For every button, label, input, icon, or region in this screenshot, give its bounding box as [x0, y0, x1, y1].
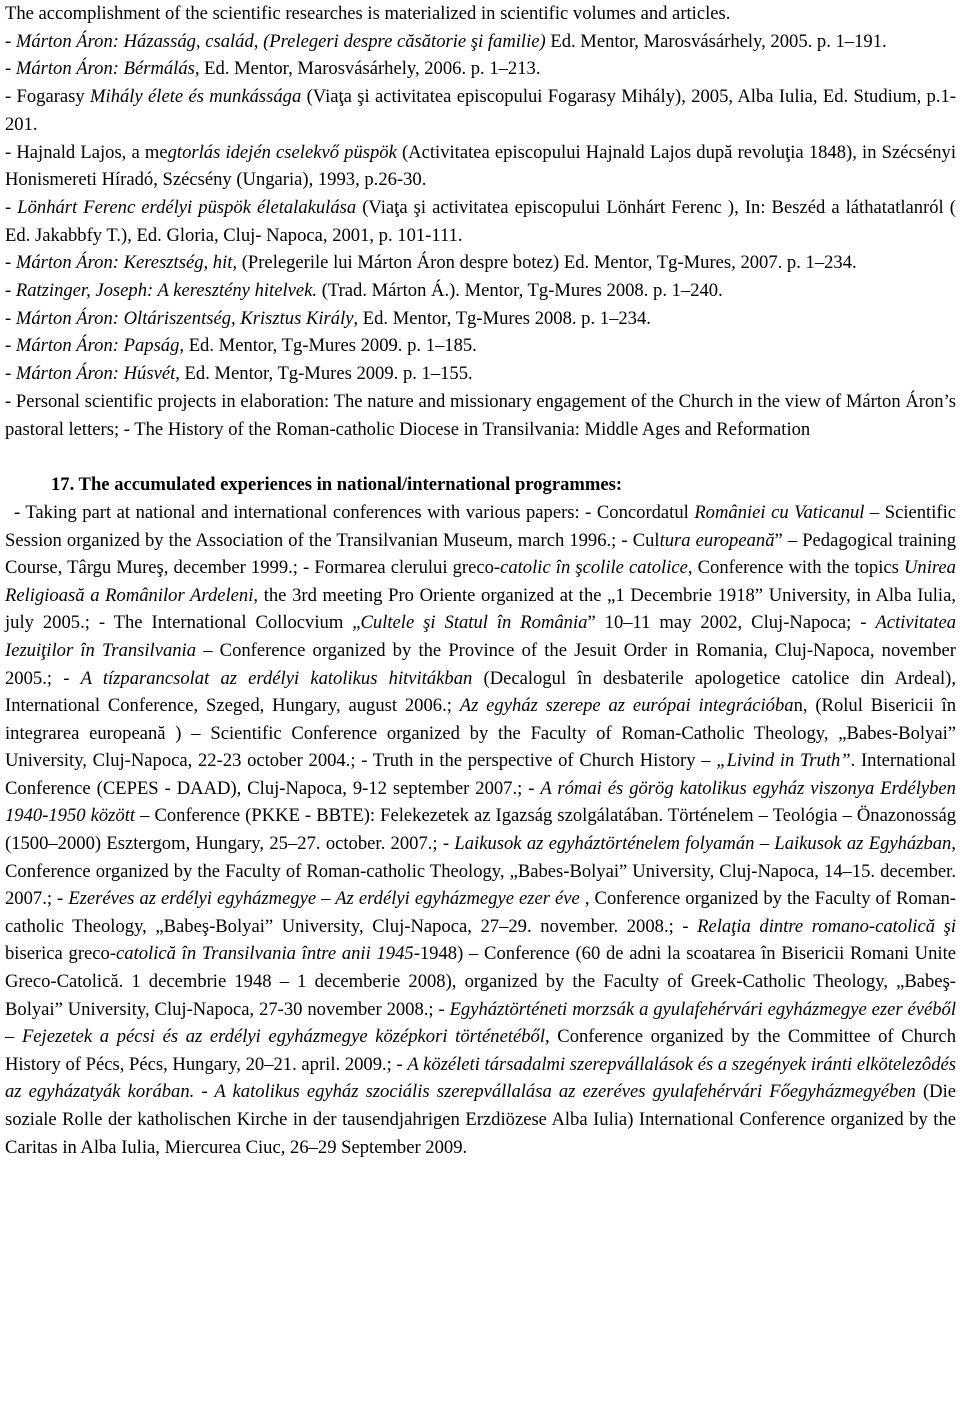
body-text: ” 10–11 may 2002, Cluj-Napoca; - [587, 612, 876, 634]
publication-details: Ed. Mentor, Marosvásárhely, 2005. p. 1–191. [545, 30, 887, 52]
publication-item [5, 332, 956, 360]
publication-title: Mihály élete és munkássága [90, 86, 302, 108]
publication-prefix: - [5, 307, 16, 329]
publication-item [5, 277, 956, 305]
intro-paragraph: The accomplishment of the scientific researches is materialized in scientific volumes and articles. [5, 3, 731, 24]
body-text: . International Conference (CEPES - DAAD), Cluj-Napoca, 9-12 september 2007.; - [5, 750, 956, 799]
italic-title: Cultele şi Statul în România [360, 612, 588, 634]
body-text: , Conference with the topics [687, 557, 904, 579]
italic-title: A római és görög katolikus egyház viszonya Erdélyben 1940-1950 között [5, 777, 956, 827]
body-text: – Conference (PKKE - BBTE): Felekezetek az Igazság szolgálatában. Történelem – Teológia – Önazonosság (1500–2000) Esztergom, Hungary, 25–27. october. 2007.; - [5, 805, 957, 855]
italic-title: tura europeană [659, 529, 775, 551]
publication-list [5, 28, 956, 388]
italic-title: Laikusok az egyháztörténelem folyamán – Laikusok az Egyházban [454, 833, 952, 855]
italic-title: Ezeréves az erdélyi egyházmegye – Az erdélyi egyházmegye ezer éve [68, 888, 580, 910]
publication-item [5, 139, 956, 194]
italic-title: Unirea Religioasă a Românilor Ardeleni [5, 557, 956, 606]
publication-prefix: - [5, 280, 16, 302]
publication-title: Ratzinger, Joseph: A keresztény hitelvek. [15, 280, 318, 302]
italic-title: A közéleti társadalmi szerepvállalások és a szegények iránti elkötelezôdés az egyházatyák korában. - A katolikus egyház szociális szerepvállalása az ezeréves gyulafehérvári Főegyházmegyében [5, 1053, 956, 1103]
italic-title: Az egyház szerepe az európai integrációba [459, 695, 794, 717]
publication-prefix: - [5, 363, 16, 385]
italic-title: catolică în Transilvania între anii 1945 [116, 943, 414, 965]
italic-title: Activitatea Iezuiţilor în Transilvania [5, 612, 956, 661]
body-text: – Scientific Session organized by the Association of the Transilvanian Museum, march 1996.; - Cul [5, 501, 956, 551]
publication-title: Márton Áron: Húsvét [15, 363, 176, 385]
spacer [5, 443, 956, 471]
publication-item [5, 55, 956, 83]
publication-item [5, 249, 956, 277]
body-text: ” – Pedagogical training Course, Târgu Mureş, december 1999.; - Formarea clerului greco- [5, 529, 957, 579]
publication-title: Márton Áron: Papság [15, 335, 180, 357]
body-text: – Conference organized by the Province of the Jesuit Order in Romania, Cluj-Napoca, november 2005.; - [5, 639, 956, 689]
publication-prefix: - Fogarasy [5, 86, 91, 108]
publication-details: , Ed. Mentor, Tg-Mures 2009. p. 1–155. [175, 363, 473, 385]
publication-item [5, 28, 956, 56]
publication-title: Lönhárt Ferenc erdélyi püspök életalakulása [17, 196, 357, 218]
publication-item [5, 360, 956, 388]
body-text: -1948) – Conference (60 de adni la scoatarea în Bisericii Romani Unite Greco-Catolică. 1 decembrie 1948 – 1 decemberie 2008), organized by the Faculty of Greek-Catholic Theology, „Babeş-Bolyai” University, Cluj-Napoca, 27-30 november 2008.; - [5, 943, 956, 1020]
publication-details: (Trad. Márton Á.). Mentor, Tg-Mures 2008. p. 1–240. [317, 280, 723, 302]
publication-details: , Ed. Mentor, Tg-Mures 2008. p. 1–234. [353, 307, 651, 329]
body-text: , Conference organized by the Committee of Church History of Pécs, Pécs, Hungary, 20–21. april. 2009.; - [5, 1026, 956, 1075]
publication-title: Márton Áron: Házasság, család, (Prelegeri despre căsătorie şi familie) [15, 30, 546, 52]
publication-item [5, 83, 956, 138]
italic-title: Relaţia dintre romano-catolică şi [697, 915, 956, 937]
publication-prefix: - [5, 335, 16, 357]
italic-title: „Livind in Truth” [716, 750, 851, 772]
italic-title: României cu Vaticanul [694, 501, 865, 523]
publication-details: (Prelegerile lui Márton Áron despre botez) Ed. Mentor, Tg-Mures, 2007. p. 1–234. [237, 252, 857, 274]
publication-prefix: - [5, 30, 16, 52]
body-text: , the 3rd meeting Pro Oriente organized at the „1 Decembrie 1918” University, in Alba Iulia, july 2005.; - The International Collocvium „ [5, 584, 956, 634]
body-text: n, (Rolul Bisericii în integrarea europeană ) – Scientific Conference organized by the Faculty of Roman-Catholic Theology, „Babes-Bolyai” University, Cluj-Napoca, 22-23 october 2004.; - Truth in the perspective of Church History – [5, 695, 957, 772]
section-17-body [5, 499, 956, 1161]
body-text: biserica greco- [5, 943, 117, 965]
publication-details: (Viaţa şi activitatea episcopului Fogarasy Mihály), 2005, Alba Iulia, Ed. Studium, p.1-201. [5, 86, 956, 135]
body-text: (Die soziale Rolle der katholischen Kirche in der tausendjahrigen Erzdiözese Alba Iulia) International Conference organized by the Caritas in Alba Iulia, Miercurea Ciuc, 26–29 September 2009. [5, 1081, 957, 1158]
body-text: , Conference organized by the Faculty of Roman-catholic Theology, „Babes-Bolyai” University, Cluj-Napoca, 14–15. december. 2007.; - [5, 833, 956, 910]
publication-prefix: - [5, 196, 18, 218]
publication-title: gtorlás idején cselekvő püspök [167, 141, 397, 163]
section-17-heading: 17. The accumulated experiences in national/international programmes: [51, 474, 623, 496]
body-text: , Conference organized by the Faculty of Roman-catholic Theology, „Babeş-Bolyai” University, Cluj-Napoca, 27–29. november. 2008.; - [5, 888, 956, 937]
publication-item [5, 305, 956, 333]
italic-title: A tízparancsolat az erdélyi katolikus hitvitákban [80, 667, 473, 689]
publication-prefix: - [5, 252, 16, 274]
publication-prefix: - [5, 58, 16, 80]
publication-details: (Viaţa şi activitatea episcopului Lönhárt Ferenc ), In: Beszéd a láthatatlanról ( Ed. Jakabbfy T.), Ed. Gloria, Cluj- Napoca, 2001, p. 101-111. [5, 196, 956, 246]
body-text: - Taking part at national and international conferences with various papers: - Concordatul [14, 501, 695, 523]
italic-title: Egyháztörténeti morzsák a gyulafehérvári egyházmegye ezer évéből – Fejezetek a pécsi és az erdélyi egyházmegye középkori történetéből [5, 998, 957, 1048]
publication-title: Márton Áron: Keresztség, hit, [15, 252, 238, 274]
publication-title: Márton Áron: Bérmálás, [15, 58, 200, 80]
publication-details: , Ed. Mentor, Tg-Mures 2009. p. 1–185. [179, 335, 477, 357]
body-text: (Decalogul în desbaterile apologetice catolice din Ardeal), International Conference, Szeged, Hungary, august 2006.; [5, 667, 956, 717]
publication-item [5, 194, 956, 249]
italic-title: catolic în şcolile catolice [500, 557, 688, 579]
publication-details: Ed. Mentor, Marosvásárhely, 2006. p. 1–213. [199, 58, 541, 80]
publication-details: (Activitatea episcopului Hajnald Lajos după revoluţia 1848), in Szécsényi Honismereti Híradó, Szécsény (Ungaria), 1993, p.26-30. [5, 141, 956, 191]
publication-prefix: - Hajnald Lajos, a me [5, 141, 168, 163]
projects-paragraph: - Personal scientific projects in elaboration: The nature and missionary engagement of the Church in the view of Márton Áron’s pastoral letters; - The History of the Roman-catholic Diocese in Transilvania: Middle Ages and Reformation [5, 390, 956, 440]
publication-title: Márton Áron: Oltáriszentség, Krisztus Király [15, 307, 354, 329]
